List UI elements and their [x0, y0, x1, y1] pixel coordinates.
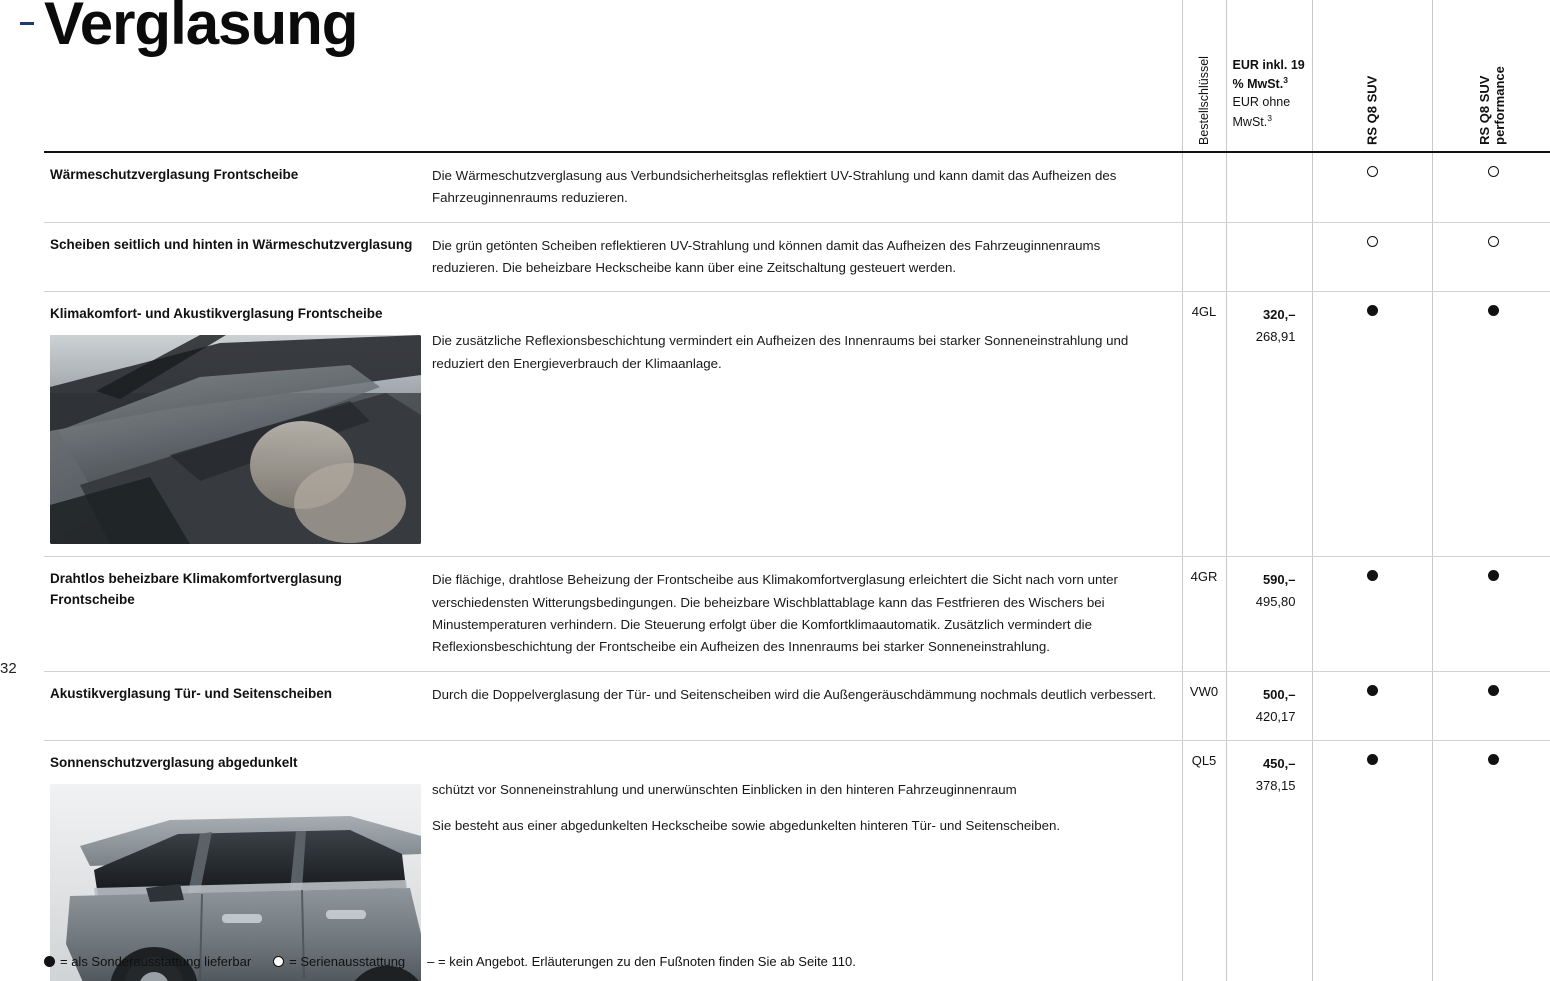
price-net: 268,91 [1255, 329, 1296, 345]
availability-rsq8 [1312, 222, 1432, 292]
header-price [1226, 0, 1312, 152]
price-gross: 590,– [1262, 572, 1296, 588]
order-key-value [1182, 222, 1226, 292]
header-order-key-label: Bestellschlüssel [1197, 56, 1211, 145]
price-cell [1226, 740, 1312, 981]
feature-name: Akustikverglasung Tür- und Seitenscheiben [44, 671, 432, 740]
header-price-gross-label: EUR inkl. 19 % MwSt. [1232, 58, 1305, 92]
header-model-performance-line1: RS Q8 SUV [1477, 75, 1493, 145]
legend-optional [44, 954, 251, 969]
order-key-value: 4GL [1182, 292, 1226, 557]
spec-table-wrapper [44, 0, 1526, 981]
header-price-gross-footnote: 3 [1283, 75, 1288, 86]
description-paragraph: Die Wärmeschutzverglasung aus Verbundsicherheitsglas reflektiert UV-Strahlung und kann damit das Aufheizen des Fahrzeuginnenraums reduzieren. [432, 168, 1117, 206]
description-paragraph: Sie besteht aus einer abgedunkelten Heckscheibe sowie abgedunkelten hinteren Tür- und Seitenscheiben. [432, 818, 1061, 834]
legend-optional-label: = als Sonderausstattung lieferbar [60, 954, 252, 969]
feature-description [432, 292, 1182, 557]
feature-name: Drahtlos beheizbare Klimakomfortverglasung Frontscheibe [44, 557, 432, 671]
availability-rsq8 [1312, 152, 1432, 222]
price-cell [1226, 671, 1312, 740]
feature-name-with-image [44, 292, 432, 557]
title-accent-dash [20, 22, 34, 25]
header-blank-desc [432, 0, 1182, 152]
price-net: 420,17 [1255, 708, 1296, 724]
table-row [44, 671, 1550, 740]
feature-name: Klimakomfort- und Akustikverglasung Frontscheibe [50, 306, 383, 322]
feature-name: Scheiben seitlich und hinten in Wärmeschutzverglasung [44, 222, 432, 292]
order-key-value: QL5 [1182, 740, 1226, 981]
spec-table [44, 0, 1550, 981]
header-model-rsq8-label: RS Q8 SUV [1364, 75, 1380, 145]
availability-rsq8-performance [1432, 740, 1550, 981]
price-net: 378,15 [1255, 777, 1296, 793]
header-model-rsq8-performance [1432, 0, 1550, 152]
standard-equipment-icon [1367, 166, 1378, 177]
description-paragraph: Durch die Doppelverglasung der Tür- und Seitenscheiben wird die Außengeräuschdämmung nochmals deutlich verbessert. [432, 686, 1157, 702]
optional-equipment-icon [1488, 570, 1499, 581]
header-model-rsq8 [1312, 0, 1432, 152]
feature-description [432, 671, 1182, 740]
header-blank-name [44, 0, 432, 152]
table-header-row [44, 0, 1550, 152]
optional-equipment-icon [1367, 754, 1378, 765]
table-row [44, 740, 1550, 981]
header-price-net-footnote: 3 [1267, 112, 1272, 123]
description-paragraph: Die zusätzliche Reflexionsbeschichtung vermindert ein Aufheizen des Innenraums bei starker Sonneneinstrahlung und reduziert den Energieverbrauch der Klimaanlage. [432, 333, 1129, 371]
optional-equipment-icon [1488, 685, 1499, 696]
standard-equipment-icon [1367, 236, 1378, 247]
price-gross: 450,– [1262, 755, 1296, 771]
table-row [44, 292, 1550, 557]
optional-equipment-icon [1367, 685, 1378, 696]
windshield-interior-photo [50, 335, 421, 544]
feature-name-with-image [44, 740, 432, 981]
availability-rsq8 [1312, 557, 1432, 671]
legend-standard [273, 954, 405, 969]
optional-equipment-icon [1488, 305, 1499, 316]
feature-name: Wärmeschutzverglasung Frontscheibe [44, 152, 432, 222]
optional-equipment-icon [1367, 570, 1378, 581]
availability-rsq8-performance [1432, 671, 1550, 740]
price-cell [1226, 557, 1312, 671]
feature-description [432, 557, 1182, 671]
feature-description [432, 222, 1182, 292]
feature-description [432, 740, 1182, 981]
availability-rsq8 [1312, 740, 1432, 981]
header-price-net-label: EUR ohne MwSt. [1232, 95, 1291, 129]
order-key-value: VW0 [1182, 671, 1226, 740]
feature-name: Sonnenschutzverglasung abgedunkelt [50, 754, 298, 770]
availability-rsq8-performance [1432, 222, 1550, 292]
legend-standard-label: = Serienausstattung [289, 954, 406, 969]
feature-description [432, 152, 1182, 222]
header-model-performance-line2: performance [1492, 66, 1508, 145]
header-order-key [1182, 0, 1226, 152]
standard-equipment-icon [1488, 236, 1499, 247]
standard-equipment-icon [1488, 166, 1499, 177]
price-cell [1226, 292, 1312, 557]
optional-equipment-icon [44, 956, 55, 967]
side-glass-car-photo [50, 784, 421, 981]
price-cell [1226, 152, 1312, 222]
availability-rsq8-performance [1432, 292, 1550, 557]
order-key-value: 4GR [1182, 557, 1226, 671]
availability-rsq8-performance [1432, 152, 1550, 222]
availability-rsq8 [1312, 292, 1432, 557]
availability-rsq8-performance [1432, 557, 1550, 671]
page-title: Verglasung [44, 0, 358, 57]
order-key-value [1182, 152, 1226, 222]
legend-not-available-label: – = kein Angebot. Erläuterungen zu den Fußnoten finden Sie ab Seite 110. [427, 954, 856, 969]
description-paragraph: Die grün getönten Scheiben reflektieren UV-Strahlung und können damit das Aufheizen des Fahrzeuginnenraums reduzieren. Die beheizbare Heckscheibe kann über eine Zeitschaltung gesteuert werden. [432, 237, 1101, 275]
page-number: 32 [0, 660, 17, 677]
price-cell [1226, 222, 1312, 292]
price-net: 495,80 [1255, 594, 1296, 610]
standard-equipment-icon [273, 956, 284, 967]
table-row [44, 152, 1550, 222]
description-paragraph: Die flächige, drahtlose Beheizung der Frontscheibe aus Klimakomfortverglasung erleichtert die Sicht nach vorn unter verschiedensten Witterungsbedingungen. Die beheizbare Wischblattablage kann das Festfrieren des Wischers bei Minustemperaturen verhindern. Die Steuerung erfolgt über die Komfortklimaautomatik. Zusätzlich vermindert die Reflexionsbeschichtung der Frontscheibe ein Aufheizen des Innenraums bei starker Sonneneinstrahlung. [432, 572, 1118, 655]
optional-equipment-icon [1367, 305, 1378, 316]
price-gross: 320,– [1262, 307, 1296, 323]
availability-rsq8 [1312, 671, 1432, 740]
description-paragraph: schützt vor Sonneneinstrahlung und unerwünschten Einblicken in den hinteren Fahrzeuginnenraum [432, 781, 1017, 797]
optional-equipment-icon [1488, 754, 1499, 765]
legend-footer [44, 954, 856, 969]
price-gross: 500,– [1262, 686, 1296, 702]
table-row [44, 222, 1550, 292]
table-row [44, 557, 1550, 671]
